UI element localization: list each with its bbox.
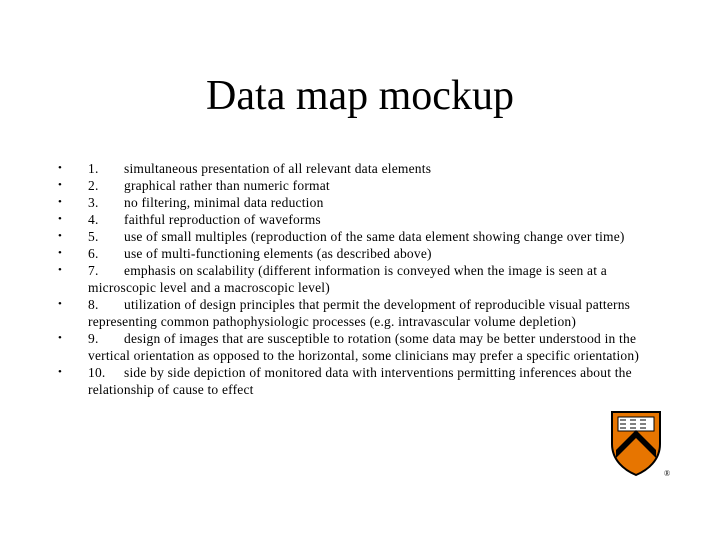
item-number: 2. [88,178,99,193]
list-item [58,330,668,364]
item-number: 10. [88,365,106,380]
item-text: design of images that are susceptible to rotation (some data may be better understood in the vertical orientation as opposed to the horizontal, some clinicians may prefer a specific orientation) [88,331,640,363]
item-text: no filtering, minimal data reduction [124,195,324,210]
list-item [58,364,668,398]
item-number: 8. [88,297,99,312]
item-text: use of small multiples (reproduction of the same data element showing change over time) [124,229,625,244]
item-text: emphasis on scalability (different information is conveyed when the image is seen at a microscopic level and a macroscopic level) [88,263,607,295]
item-text: use of multi-functioning elements (as described above) [124,246,432,261]
list-item [58,228,668,245]
bullet-list [58,160,668,398]
item-text: simultaneous presentation of all relevant data elements [124,161,432,176]
slide-title: Data map mockup [206,73,514,119]
item-text: side by side depiction of monitored data with interventions permitting inferences about the relationship of cause to effect [88,365,632,397]
item-number: 5. [88,229,99,244]
bullet-icon: • [58,162,63,174]
bullet-icon: • [58,366,63,378]
item-number: 7. [88,263,99,278]
item-number: 3. [88,195,99,210]
item-number: 4. [88,212,99,227]
list-item [58,160,668,177]
bullet-icon: • [58,179,63,191]
registered-mark: ® [664,469,671,478]
list-item [58,245,668,262]
bullet-icon: • [58,213,63,225]
list-item [58,296,668,330]
list-item [58,194,668,211]
bullet-icon: • [58,264,63,276]
bullet-icon: • [58,230,63,242]
list-item [58,177,668,194]
item-number: 6. [88,246,99,261]
item-number: 1. [88,161,99,176]
item-text: utilization of design principles that permit the development of reproducible visual patterns representing common pathophysiologic processes (e.g. intravascular volume depletion) [88,297,631,329]
princeton-shield-icon [608,408,671,478]
bullet-icon: • [58,247,63,259]
bullet-icon: • [58,196,63,208]
item-text: graphical rather than numeric format [124,178,330,193]
list-item [58,211,668,228]
bullet-icon: • [58,332,63,344]
item-text: faithful reproduction of waveforms [124,212,321,227]
item-number: 9. [88,331,99,346]
bullet-icon: • [58,298,63,310]
list-item [58,262,668,296]
